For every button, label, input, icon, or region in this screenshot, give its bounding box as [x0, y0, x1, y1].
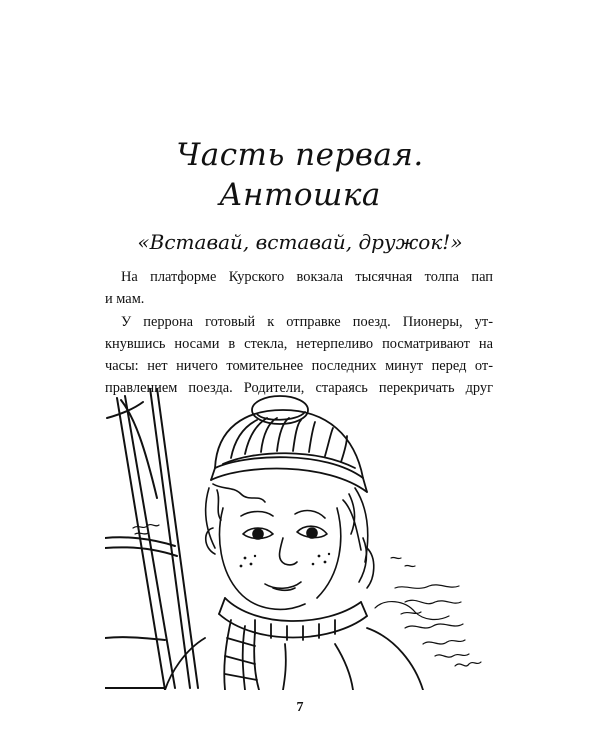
- page-number: 7: [296, 700, 304, 715]
- part-title-line-1: Часть первая.: [176, 137, 424, 173]
- text-line: кнувшись носами в стекла, нетерпеливо посматривают на: [105, 335, 493, 352]
- text-line: У перрона готовый к отправке поезд. Пионеры, ут-: [121, 313, 493, 330]
- paragraph-2: [105, 311, 493, 400]
- background-scribbles: [375, 557, 481, 666]
- train-window-frame: [105, 388, 198, 690]
- text-line: На платформе Курского вокзала тысячная толпа пап: [121, 269, 493, 285]
- text-line: часы: нет ничего томительнее последних минут перед от-: [105, 358, 493, 375]
- text-line: и мам.: [105, 291, 145, 308]
- scarf: [219, 598, 367, 690]
- paragraph-1: [105, 266, 493, 311]
- body-text: [105, 266, 493, 400]
- freckles: [240, 553, 331, 568]
- text-line: правлением поезда. Родители, стараясь перекричать друг: [105, 380, 493, 397]
- knitted-hat: [211, 396, 367, 492]
- part-title: [0, 135, 600, 215]
- chapter-title: «Вставай, вставай, дружок!»: [137, 230, 463, 254]
- part-title-line-2: Антошка: [219, 177, 381, 213]
- illustration-boy-in-winter-hat: [105, 388, 493, 690]
- hair: [206, 484, 374, 588]
- face: [206, 508, 341, 609]
- window-scribbles: [133, 525, 159, 534]
